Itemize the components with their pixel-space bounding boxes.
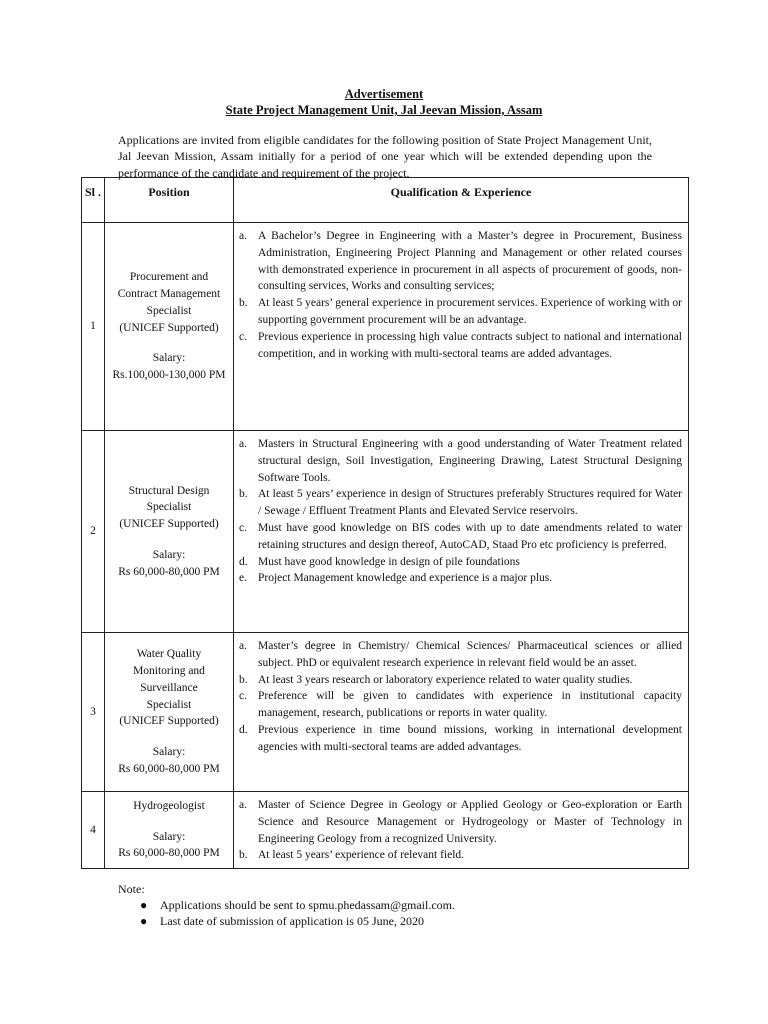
- item-marker: c.: [239, 330, 247, 343]
- document-subtitle: State Project Management Unit, Jal Jeevan Mission, Assam: [225, 103, 543, 117]
- row-number: 2: [82, 431, 105, 633]
- qualification-cell: [234, 431, 689, 633]
- bullet-icon: ●: [140, 914, 148, 928]
- item-marker: a.: [239, 438, 247, 450]
- item-text: Master of Science Degree in Geology or Applied Geology or Geo-exploration or Earth Science and Resource Management or Hydrogeology or Master of Technology in Engineering Geology from a recognized University.: [258, 799, 682, 845]
- item-marker: a.: [239, 799, 247, 811]
- position-cell: [105, 792, 234, 869]
- item-text: At least 5 years’ general experience in procurement services. Experience of working with or supporting government procurement will be an advantage.: [258, 297, 682, 326]
- position-title-line: (UNICEF Supported): [119, 715, 219, 728]
- table-row: [82, 223, 689, 431]
- qualification-item: [234, 295, 682, 329]
- header-qualification: Qualification & Experience: [234, 178, 689, 223]
- position-title-line: Specialist: [146, 501, 192, 514]
- position-title-line: Structural Design: [128, 484, 210, 497]
- note-label: Note:: [118, 882, 145, 896]
- qualification-item: [234, 797, 682, 847]
- item-text: Master’s degree in Chemistry/ Chemical Sciences/ Pharmaceutical sciences or allied subject. PhD or equivalent research experience in relevant field would be an asset.: [258, 640, 682, 669]
- item-text: Masters in Structural Engineering with a good understanding of Water Treatment related structural design, Soil Investigation, Engineering Drawing, Latest Structural Designing Software Tools.: [258, 438, 682, 484]
- item-marker: b.: [239, 849, 248, 862]
- note-text: Applications should be sent to spmu.phedassam@gmail.com.: [160, 898, 456, 912]
- note-text: Last date of submission of application is 05 June, 2020: [160, 914, 424, 928]
- qualification-item: [234, 436, 682, 486]
- intro-paragraph: Applications are invited from eligible candidates for the following position of State Project Management Unit, Jal Jeevan Mission, Assam initially for a period of one year which will be extended depending upon the performance of the candidate and requirement of the project.: [118, 133, 652, 180]
- salary-label: Salary:: [152, 352, 186, 365]
- position-title-line: Water Quality: [136, 648, 202, 661]
- item-marker: d.: [239, 723, 248, 736]
- note-item: [118, 913, 455, 929]
- item-marker: b.: [239, 488, 248, 501]
- qualification-item: [234, 520, 682, 554]
- item-text: At least 5 years’ experience of relevant field.: [258, 849, 465, 862]
- salary-value: Rs.100,000-130,000 PM: [112, 369, 226, 382]
- salary-label: Salary:: [152, 746, 186, 759]
- position-title-line: Hydrogeologist: [133, 799, 205, 812]
- qualification-item: [234, 570, 682, 587]
- table-row: [82, 431, 689, 633]
- position-title-line: Specialist: [146, 304, 192, 317]
- qualification-cell: [234, 223, 689, 431]
- note-item: [118, 897, 455, 913]
- note-section: [118, 881, 455, 929]
- qualification-cell: [234, 792, 689, 869]
- item-marker: b.: [239, 297, 248, 310]
- item-text: At least 3 years research or laboratory experience related to water quality studies.: [258, 673, 633, 686]
- position-title-line: Specialist: [146, 698, 192, 711]
- qualification-list: [234, 638, 682, 756]
- salary-value: Rs 60,000-80,000 PM: [118, 565, 220, 578]
- qualification-item: [234, 329, 682, 363]
- position-title-line: Surveillance: [140, 681, 198, 694]
- qualification-item: [234, 554, 682, 571]
- qualification-item: [234, 688, 682, 722]
- item-text: Must have good knowledge on BIS codes with up to date amendments related to water retaining structures and design thereof, AutoCAD, Staad Pro etc proficiency is preferred.: [258, 521, 682, 551]
- note-list: [118, 897, 455, 929]
- qualification-item: [234, 722, 682, 756]
- qualification-item: [234, 638, 682, 672]
- position-title-line: Procurement and: [129, 271, 209, 284]
- position-title-line: (UNICEF Supported): [119, 321, 219, 334]
- salary-value: Rs 60,000-80,000 PM: [118, 847, 220, 860]
- item-marker: a.: [239, 640, 247, 652]
- qualification-list: [234, 228, 682, 362]
- header-position: Position: [105, 178, 234, 223]
- position-cell: [105, 633, 234, 792]
- item-text: Preference will be given to candidates with experience in institutional capacity management, research, publications or reports in water quality.: [258, 690, 682, 720]
- item-marker: b.: [239, 673, 248, 686]
- item-text: Previous experience in processing high value contracts subject to national and international competition, and in working with multi-sectoral teams are added advantages.: [258, 330, 682, 360]
- position-cell: [105, 223, 234, 431]
- position-cell: [105, 431, 234, 633]
- position-title-line: Contract Management: [117, 287, 221, 300]
- qualification-item: [234, 847, 682, 864]
- qualification-item: [234, 672, 682, 689]
- item-marker: c.: [239, 521, 247, 534]
- row-number: 3: [82, 633, 105, 792]
- qualification-item: [234, 486, 682, 520]
- position-title-line: (UNICEF Supported): [119, 518, 219, 531]
- positions-table: [81, 177, 689, 869]
- qualification-item: [234, 228, 682, 295]
- item-text: At least 5 years’ experience in design of Structures preferably Structures required for Water / Sewage / Effluent Treatment Plants and Elevated Service reservoirs.: [258, 488, 682, 518]
- document-title: Advertisement: [344, 87, 424, 101]
- qualification-cell: [234, 633, 689, 792]
- item-marker: a.: [239, 230, 247, 242]
- item-marker: e.: [239, 572, 247, 585]
- item-text: A Bachelor’s Degree in Engineering with a Master’s degree in Procurement, Business Administration, Engineering Project Planning and Management or other related courses with demonstrated experience in procurement in all aspects of procurement of goods, non-consulting services, Works and consulting services;: [258, 230, 682, 293]
- item-text: Previous experience in time bound missions, working in international development agencies with multi-sectoral teams are added advantages.: [258, 723, 682, 753]
- salary-label: Salary:: [152, 830, 186, 843]
- item-marker: d.: [239, 555, 248, 568]
- row-number: 1: [82, 223, 105, 431]
- salary-label: Salary:: [152, 548, 186, 561]
- row-number: 4: [82, 792, 105, 869]
- qualification-list: [234, 797, 682, 864]
- item-text: Project Management knowledge and experience is a major plus.: [258, 572, 553, 585]
- item-text: Must have good knowledge in design of pile foundations: [258, 555, 520, 568]
- header-sl: Sl .: [82, 178, 105, 223]
- salary-value: Rs 60,000-80,000 PM: [118, 762, 220, 775]
- position-title-line: Monitoring and: [133, 665, 205, 677]
- item-marker: c.: [239, 690, 247, 703]
- table-header-row: [82, 178, 689, 223]
- table-row: [82, 633, 689, 792]
- bullet-icon: ●: [140, 898, 148, 912]
- table-row: [82, 792, 689, 869]
- qualification-list: [234, 436, 682, 587]
